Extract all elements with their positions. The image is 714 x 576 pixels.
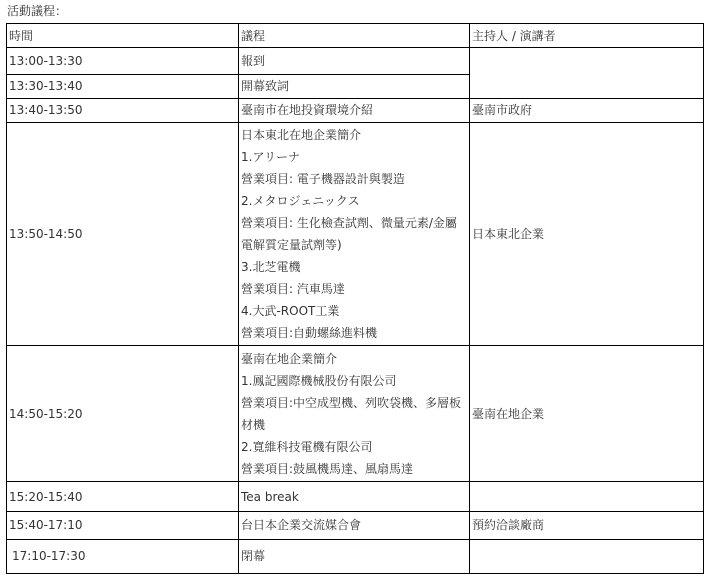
table-row — [7, 481, 704, 511]
agenda-line: 日本東北在地企業簡介 — [241, 128, 362, 143]
agenda-line: 營業項目:中空成型機、列吹袋機、多層板 — [241, 395, 462, 410]
row-time: 15:40-17:10 — [7, 512, 239, 539]
row-agenda — [239, 481, 470, 511]
agenda-line: 閉幕 — [241, 549, 266, 564]
row-agenda — [239, 512, 470, 539]
agenda-table — [6, 23, 704, 574]
row-host — [470, 481, 704, 511]
agenda-line: Tea break — [241, 489, 299, 504]
agenda-line: 材機 — [241, 417, 266, 432]
agenda-line: 營業項目:鼓風機馬達、風扇馬達 — [241, 461, 414, 476]
agenda-line: 營業項目: 電子機器設計與製造 — [241, 172, 405, 187]
agenda-line: 營業項目: 汽車馬達 — [241, 282, 345, 297]
agenda-line: 營業項目:自動螺絲進料機 — [241, 326, 378, 341]
agenda-line: 4.大武-ROOT工業 — [241, 304, 340, 319]
table-row — [7, 98, 704, 122]
row-time: 13:00-13:30 — [7, 48, 239, 74]
agenda-line: 電解質定量試劑等) — [241, 238, 342, 253]
table-row — [7, 48, 704, 74]
agenda-line: 開幕致詞 — [241, 79, 290, 94]
row-time: 15:20-15:40 — [7, 481, 239, 511]
row-time: 14:50-15:20 — [7, 346, 239, 481]
row-agenda — [239, 123, 470, 346]
agenda-line: 2.寬維科技電機有限公司 — [241, 439, 373, 454]
table-row — [7, 346, 704, 481]
column-header-time: 時間 — [7, 24, 239, 48]
agenda-line: 台日本企業交流媒合會 — [241, 518, 362, 533]
row-host — [470, 539, 704, 573]
row-host: 臺南在地企業 — [470, 346, 704, 481]
agenda-line: 臺南市在地投資環境介紹 — [241, 103, 374, 118]
agenda-line: 報到 — [241, 53, 266, 68]
agenda-line: 1.鳳記國際機械股份有限公司 — [241, 373, 397, 388]
row-time: 13:50-14:50 — [7, 123, 239, 346]
agenda-line: 營業項目: 生化檢查試劑、微量元素/金屬 — [241, 216, 457, 231]
agenda-line: 1.アリーナ — [241, 150, 300, 165]
table-row — [7, 123, 704, 346]
row-time: 13:30-13:40 — [7, 74, 239, 98]
table-row — [7, 512, 704, 539]
row-host: 日本東北企業 — [470, 123, 704, 346]
row-agenda — [239, 539, 470, 573]
row-time: 13:40-13:50 — [7, 98, 239, 122]
row-agenda — [239, 346, 470, 481]
table-header-row — [7, 24, 704, 48]
row-host — [470, 48, 704, 99]
row-agenda — [239, 98, 470, 122]
row-time: 17:10-17:30 — [7, 539, 239, 573]
agenda-line: 3.北芝電機 — [241, 260, 301, 275]
agenda-heading: 活動議程： — [7, 4, 68, 18]
column-header-host: 主持人 / 演講者 — [470, 24, 704, 48]
table-row — [7, 539, 704, 573]
row-agenda — [239, 74, 470, 98]
agenda-line: 臺南在地企業簡介 — [241, 351, 338, 366]
row-host: 臺南市政府 — [470, 98, 704, 122]
agenda-line: 2.メタロジェニックス — [241, 194, 360, 209]
row-agenda — [239, 48, 470, 74]
row-host: 預約洽談廠商 — [470, 512, 704, 539]
column-header-agenda: 議程 — [239, 24, 470, 48]
